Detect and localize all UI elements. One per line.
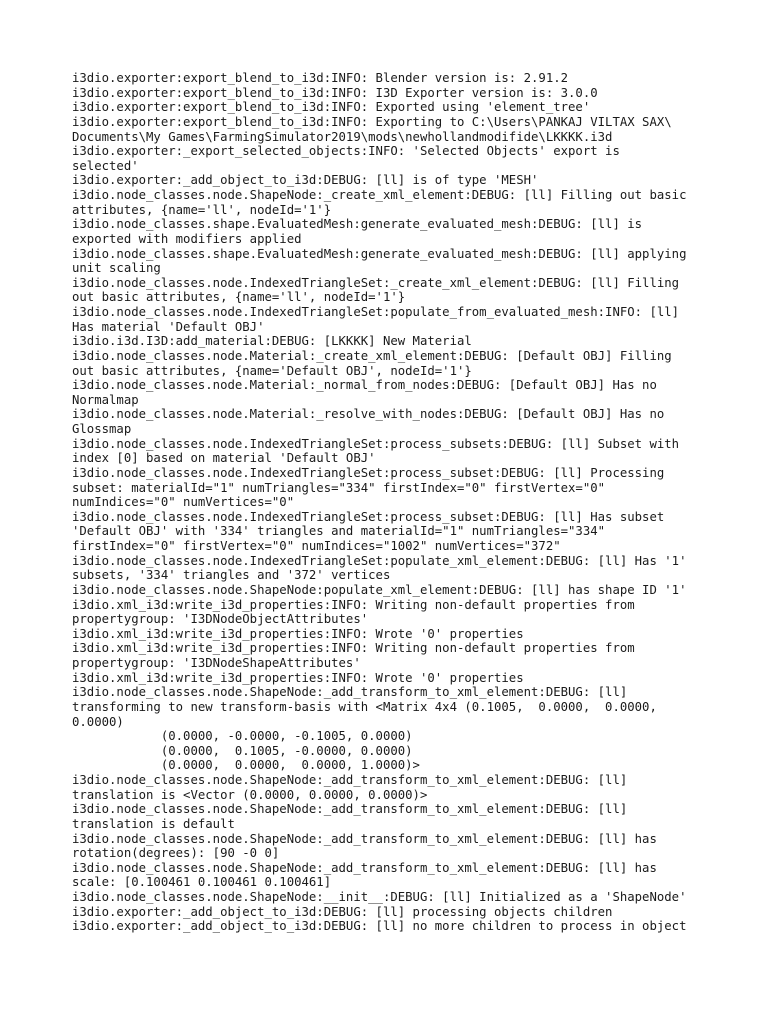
log-line: (0.0000, 0.0000, 0.0000, 1.0000)> <box>72 758 420 773</box>
log-line: i3dio.node_classes.node.Material:_create_xml_element:DEBUG: [Default OBJ] Filling <box>72 348 672 363</box>
log-line: i3dio.node_classes.node.ShapeNode:_add_transform_to_xml_element:DEBUG: [ll] has <box>72 860 657 875</box>
log-line: 0.0000) <box>72 714 124 729</box>
log-line: index [0] based on material 'Default OBJ' <box>72 451 376 466</box>
log-line: i3dio.node_classes.node.IndexedTriangleSet:populate_xml_element:DEBUG: [ll] Has '1' <box>72 553 687 568</box>
log-line: i3dio.node_classes.node.IndexedTriangleSet:process_subsets:DEBUG: [ll] Subset with <box>72 436 680 451</box>
log-line: i3dio.node_classes.node.IndexedTriangleSet:_create_xml_element:DEBUG: [ll] Filling <box>72 275 680 290</box>
log-line: out basic attributes, {name='Default OBJ', nodeId='1'} <box>72 363 472 378</box>
log-line: i3dio.i3d.I3D:add_material:DEBUG: [LKKKK] New Material <box>72 334 472 349</box>
log-line: i3dio.xml_i3d:write_i3d_properties:INFO: Writing non-default properties from <box>72 597 635 612</box>
log-line: 'Default OBJ' with '334' triangles and materialId="1" numTriangles="334" <box>72 524 606 539</box>
log-line: i3dio.node_classes.shape.EvaluatedMesh:generate_evaluated_mesh:DEBUG: [ll] is <box>72 217 643 232</box>
log-line: i3dio.node_classes.node.Material:_resolve_with_nodes:DEBUG: [Default OBJ] Has no <box>72 407 665 422</box>
log-line: numIndices="0" numVertices="0" <box>72 495 295 510</box>
log-line: exported with modifiers applied <box>72 231 302 246</box>
log-line: i3dio.exporter:export_blend_to_i3d:INFO: I3D Exporter version is: 3.0.0 <box>72 85 598 100</box>
log-line: (0.0000, -0.0000, -0.1005, 0.0000) <box>72 729 413 744</box>
log-line: translation is default <box>72 816 235 831</box>
log-line: i3dio.exporter:export_blend_to_i3d:INFO: Exporting to C:\Users\PANKAJ VILTAX SAX\ <box>72 114 672 129</box>
log-line: i3dio.node_classes.node.ShapeNode:_add_transform_to_xml_element:DEBUG: [ll] <box>72 685 628 700</box>
log-line: i3dio.exporter:_export_selected_objects:INFO: 'Selected Objects' export is <box>72 144 620 159</box>
log-line: i3dio.node_classes.node.ShapeNode:_add_transform_to_xml_element:DEBUG: [ll] <box>72 773 628 787</box>
log-line: unit scaling <box>72 261 161 276</box>
log-line: transforming to new transform-basis with <Matrix 4x4 (0.1005, 0.0000, 0.0000, <box>72 699 657 714</box>
log-line: i3dio.node_classes.node.IndexedTriangleSet:process_subset:DEBUG: [ll] Processing <box>72 465 665 480</box>
log-line: i3dio.exporter:_add_object_to_i3d:DEBUG: [ll] no more children to process in object <box>72 919 687 934</box>
log-line: i3dio.node_classes.node.ShapeNode:populate_xml_element:DEBUG: [ll] has shape ID '1' <box>72 582 687 597</box>
log-line: i3dio.exporter:_add_object_to_i3d:DEBUG: [ll] processing objects children <box>72 904 613 919</box>
log-line: Documents\My Games\FarmingSimulator2019\mods\newhollandmodifide\LKKKK.i3d <box>72 129 613 144</box>
log-line: i3dio.exporter:export_blend_to_i3d:INFO: Exported using 'element_tree' <box>72 100 591 115</box>
log-line: i3dio.exporter:export_blend_to_i3d:INFO: Blender version is: 2.91.2 <box>72 71 569 85</box>
log-line: firstIndex="0" firstVertex="0" numIndices="1002" numVertices="372" <box>72 539 561 553</box>
log-line: Normalmap <box>72 392 139 407</box>
log-line: i3dio.node_classes.node.IndexedTriangleSet:populate_from_evaluated_mesh:INFO: [ll] <box>72 305 680 319</box>
log-line: i3dio.xml_i3d:write_i3d_properties:INFO: Wrote '0' properties <box>72 670 524 685</box>
log-line: i3dio.node_classes.node.ShapeNode:_add_transform_to_xml_element:DEBUG: [ll] has <box>72 831 657 846</box>
log-line: selected' <box>72 158 139 173</box>
log-line: i3dio.node_classes.node.Material:_normal_from_nodes:DEBUG: [Default OBJ] Has no <box>72 378 657 393</box>
log-line: translation is <Vector (0.0000, 0.0000, 0.0000)> <box>72 787 428 802</box>
log-line: out basic attributes, {name='ll', nodeId='1'} <box>72 290 406 305</box>
log-line: Has material 'Default OBJ' <box>72 319 265 334</box>
log-line: rotation(degrees): [90 -0 0] <box>72 846 280 861</box>
log-document <box>72 71 712 934</box>
log-line: i3dio.exporter:_add_object_to_i3d:DEBUG: [ll] is of type 'MESH' <box>72 173 539 188</box>
log-line: i3dio.node_classes.node.ShapeNode:__init__:DEBUG: [ll] Initialized as a 'ShapeNode' <box>72 890 687 904</box>
log-line: propertygroup: 'I3DNodeObjectAttributes' <box>72 612 369 627</box>
log-line: subset: materialId="1" numTriangles="334" firstIndex="0" firstVertex="0" <box>72 480 606 495</box>
log-line: i3dio.node_classes.node.IndexedTriangleSet:process_subset:DEBUG: [ll] Has subset <box>72 509 665 524</box>
log-line: attributes, {name='ll', nodeId='1'} <box>72 202 332 217</box>
log-line: i3dio.xml_i3d:write_i3d_properties:INFO: Writing non-default properties from <box>72 641 635 656</box>
log-line: (0.0000, 0.1005, -0.0000, 0.0000) <box>72 743 413 758</box>
log-line: i3dio.xml_i3d:write_i3d_properties:INFO: Wrote '0' properties <box>72 626 524 641</box>
log-line: subsets, '334' triangles and '372' vertices <box>72 568 391 583</box>
log-line: i3dio.node_classes.node.ShapeNode:_create_xml_element:DEBUG: [ll] Filling out basic <box>72 188 687 202</box>
log-line: Glossmap <box>72 422 132 436</box>
log-line: scale: [0.100461 0.100461 0.100461] <box>72 875 332 890</box>
log-line: i3dio.node_classes.shape.EvaluatedMesh:generate_evaluated_mesh:DEBUG: [ll] applying <box>72 246 687 261</box>
log-line: propertygroup: 'I3DNodeShapeAttributes' <box>72 656 361 670</box>
log-line: i3dio.node_classes.node.ShapeNode:_add_transform_to_xml_element:DEBUG: [ll] <box>72 802 628 817</box>
